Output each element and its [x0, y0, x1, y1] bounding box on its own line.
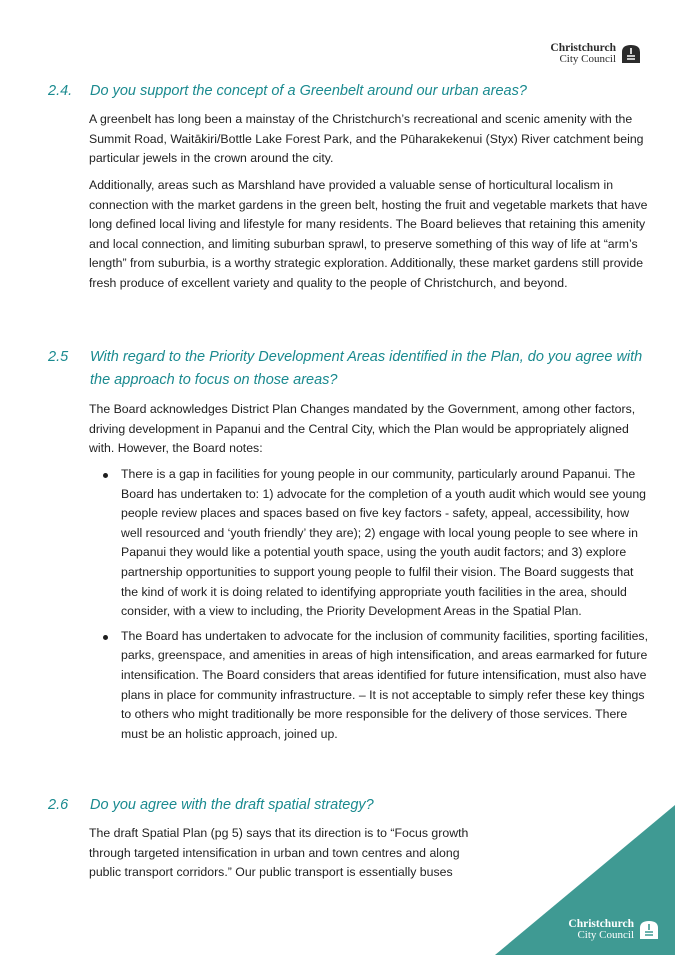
paragraph: Additionally, areas such as Marshland have provided a valuable sense of horticultural localism in connection with the market gardens in the green belt, hosting the fruit and vegetable markets that have long defined local living and lifestyle for many residents. The Board believes that retaining this amenity and local connection, and limiting suburban sprawl, to preserve something of this way of life at “arm’s length” from suburbia, is a worthy strategic exploration. Additionally, these market gardens still provide fresh produce of excellent variety and quality to the people of Christchurch, and beyond. — [89, 178, 648, 290]
logo-line-1: Christchurch — [550, 42, 616, 54]
logo-wordmark — [568, 919, 634, 941]
section-number: 2.4. — [48, 83, 73, 99]
section-heading-2-4 — [48, 80, 658, 103]
section-number: 2.6 — [48, 797, 69, 813]
logo-line-1: Christchurch — [568, 918, 634, 930]
paragraph: A greenbelt has long been a mainstay of the Christchurch’s recreational and scenic amenity with the Summit Road, Waitākiri/Bottle Lake Forest Park, and the Pūharakekenui (Styx) River catchment being particular jewels in the crown around the city. — [89, 112, 644, 166]
cathedral-logo-icon — [620, 43, 642, 65]
logo-wordmark — [550, 43, 616, 65]
section-question: Do you agree with the draft spatial strategy? — [90, 797, 374, 813]
paragraph: The Board acknowledges District Plan Changes mandated by the Government, among other factors, driving development in Papanui and the Central City, which the Plan would be appropriately aligned with. However, the Board notes: — [89, 402, 636, 456]
list-item-text: The Board has undertaken to advocate for the inclusion of community facilities, sporting facilities, parks, greenspace, and amenities in areas of high intensification, and areas earmarked for future intensification. The Board considers that areas identified for future intensification, must also have plans in place for community infrastructure. – It is not acceptable to simply refer these key things to others who might traditionally be more responsible for the delivery of those services. There must be an holistic approach, joined up. — [121, 628, 648, 741]
list-item — [89, 465, 649, 622]
paragraph: The draft Spatial Plan (pg 5) says that its direction is to “Focus growth through targeted intensification in urban and town centres and along public transport corridors.” Our public transport is essentially buses — [89, 826, 469, 880]
section-question: Do you support the concept of a Greenbelt around our urban areas? — [90, 83, 527, 99]
section-number: 2.5 — [48, 349, 69, 365]
header-logo — [550, 43, 642, 65]
list-item — [89, 627, 649, 745]
footer-logo — [568, 919, 660, 941]
bullet-icon — [103, 635, 108, 640]
section-heading-2-5 — [48, 346, 658, 392]
logo-line-2: City Council — [559, 53, 616, 65]
bullet-list — [89, 465, 649, 749]
list-item-text: There is a gap in facilities for young people in our community, particularly around Papanui. The Board has undertaken to: 1) advocate for the completion of a youth audit which would see young people review places and spaces based on five key factors - safety, appeal, accessibility, how well resourced and ‘youth friendly’ they are); 2) engage with local young people to see where in Papanui they would like a potential youth space, using the youth audit factors; and 3) explore partnership opportunities to support young people to fulfil their vision. The Board suggests that the kind of work it is doing related to identifying appropriate youth facilities in the area, should consider, with a view to including, the Priority Development Areas in the Spatial Plan. — [121, 467, 647, 619]
logo-line-2: City Council — [577, 929, 634, 941]
section-question: With regard to the Priority Development Areas identified in the Plan, do you agree with the approach to focus on those areas? — [90, 349, 643, 388]
bullet-icon — [103, 473, 108, 478]
cathedral-logo-icon — [638, 919, 660, 941]
